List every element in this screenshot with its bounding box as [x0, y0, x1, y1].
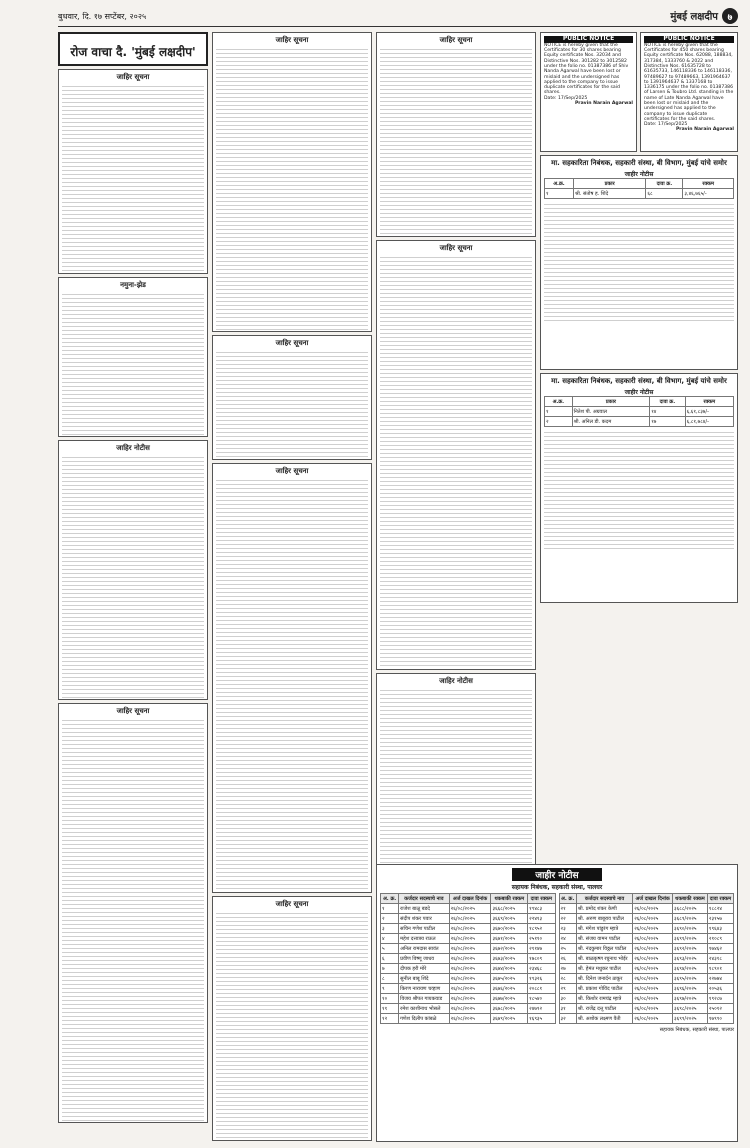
table-header-cell: अ. क्र.: [381, 894, 399, 904]
table-cell: संदीप शंकर पवार: [399, 914, 449, 924]
table-cell: ३६६८/२०२५: [491, 904, 528, 914]
notice-10-title: जाहिर नोटीस: [439, 677, 473, 685]
notice-1-body: [62, 84, 204, 274]
page-number: ७: [722, 8, 738, 24]
table-cell: ३६९६/२०२५: [673, 984, 708, 994]
table-cell: श्री. अशोक लक्ष्मण वैती: [576, 1014, 632, 1024]
table-cell: ८: [381, 974, 399, 984]
table-cell: १९४८३: [528, 904, 555, 914]
table-cell: २६: [559, 954, 576, 964]
table-row: [545, 407, 734, 417]
official-block-1: [540, 155, 738, 370]
table-cell: श्री. बाळकृष्ण रघुनाथ भोईर: [576, 954, 632, 964]
table-cell: २१०८९: [707, 934, 733, 944]
table-cell: २६/०८/२०२५: [633, 974, 673, 984]
table-row: [381, 904, 556, 914]
notice-10: [376, 673, 536, 888]
table-cell: २६/०८/२०२५: [449, 994, 491, 1004]
ob1-cell: श्री. संतोष ह. शिंदे: [573, 189, 645, 199]
table-header-cell: कर्जदार सदस्याचे नाव: [576, 894, 632, 904]
table-cell: ३६९४/२०२५: [673, 964, 708, 974]
notice-6: [212, 463, 372, 893]
table-cell: ३१: [559, 1004, 576, 1014]
official-block-1-title: मा. सहकारिता निबंधक, सहकारी संस्था, बी विभाग, मुंबई यांचे समोर: [551, 159, 727, 167]
table-cell: २६/०८/२०२५: [633, 944, 673, 954]
table-header-cell: अ. क्र.: [559, 894, 576, 904]
ob2-cell: १४: [650, 407, 685, 417]
table-row: [381, 914, 556, 924]
table-row: [545, 189, 734, 199]
notice-10-body: [380, 688, 532, 888]
table-cell: श्री. प्रमोद शंकर केणी: [576, 904, 632, 914]
table-row: [381, 964, 556, 974]
table-cell: २३: [559, 924, 576, 934]
notice-9: [376, 240, 536, 670]
table-cell: २५०१२: [707, 1004, 733, 1014]
table-cell: २४३१८: [707, 954, 733, 964]
table-cell: २६/०८/२०२५: [633, 904, 673, 914]
table-cell: १९२८७: [707, 994, 733, 1004]
table-cell: ३०: [559, 994, 576, 1004]
table-cell: २१: [559, 904, 576, 914]
ob2-cell: १: [545, 407, 573, 417]
table-cell: २९: [559, 984, 576, 994]
table-row: [545, 417, 734, 427]
table-cell: ३६७७/२०२५: [491, 994, 528, 1004]
table-cell: श्री. अरुण बाबूराव पाटील: [576, 914, 632, 924]
ob2-th-3: दावा क्र.: [650, 397, 685, 407]
ob2-th-4: रक्कम: [685, 397, 733, 407]
table-row: [559, 944, 734, 954]
table-cell: २६/०८/२०२५: [633, 924, 673, 934]
table-cell: ३६७३/२०२५: [491, 954, 528, 964]
table-row: [381, 1014, 556, 1024]
table-cell: गणेश दिलीप कांबळे: [399, 1014, 449, 1024]
table-cell: २६/०८/२०२५: [633, 1004, 673, 1014]
table-row: [559, 984, 734, 994]
official-block-1-body: [544, 202, 734, 322]
table-cell: १७४६२: [707, 944, 733, 954]
ob2-cell: श्री. अनिल डी. कदम: [572, 417, 650, 427]
table-cell: किरण नारायण चव्हाण: [399, 984, 449, 994]
notice-4-body: [216, 47, 368, 332]
ob2-th-2: प्रकार: [572, 397, 650, 407]
table-cell: ९: [381, 984, 399, 994]
table-cell: ७: [381, 964, 399, 974]
table-cell: १८८२४: [707, 904, 733, 914]
table-cell: २३४६८: [528, 964, 555, 974]
notice-2-title: जाहिर नोटीस: [116, 444, 150, 452]
official-block-2: [540, 373, 738, 603]
slogan-text: रोज वाचा दै. 'मुंबई लक्षदीप': [70, 45, 196, 59]
notice-5-body: [216, 350, 368, 460]
table-cell: ३६७८/२०२५: [491, 1004, 528, 1014]
table-cell: १०: [381, 994, 399, 1004]
public-notice-right-name: Pravin Narain Agarwal: [675, 127, 734, 133]
table-cell: ४: [381, 934, 399, 944]
table-cell: ३६७९/२०२५: [491, 1014, 528, 1024]
table-cell: २६/०८/२०२५: [449, 904, 491, 914]
table-cell: ३६७२/२०२५: [491, 944, 528, 954]
table-row: [381, 984, 556, 994]
table-cell: ३६७०/२०२५: [491, 924, 528, 934]
official-block-2-body: [544, 430, 734, 550]
big-notice-signature: सहायक निबंधक, सहकारी संस्था, पालघर: [659, 1027, 734, 1033]
table-cell: अनिल रामदास सावंत: [399, 944, 449, 954]
table-cell: दीपक हरी मोरे: [399, 964, 449, 974]
ob2-th-1: अ.क्र.: [545, 397, 573, 407]
table-row: [559, 1014, 734, 1024]
big-notice-office: सहायक निबंधक, सहकारी संस्था, पालघर: [511, 884, 603, 891]
table-cell: २०८८१: [528, 984, 555, 994]
table-cell: १: [381, 904, 399, 914]
table-row: [559, 974, 734, 984]
table-cell: विजय श्रीपत गायकवाड: [399, 994, 449, 1004]
table-cell: रमेश काशीनाथ भोसले: [399, 1004, 449, 1014]
table-row: [381, 924, 556, 934]
table-cell: ३६७१/२०२५: [491, 934, 528, 944]
notice-6-body: [216, 478, 368, 893]
table-cell: १२: [381, 1014, 399, 1024]
page-header: [58, 6, 738, 26]
column-2: [212, 32, 372, 1142]
official-block-2-title: मा. सहकारिता निबंधक, सहकारी संस्था, बी विभाग, मुंबई यांचे समोर: [551, 377, 727, 385]
table-cell: २५११०: [528, 934, 555, 944]
table-cell: प्रवीण विष्णू जाधव: [399, 954, 449, 964]
table-cell: २८: [559, 974, 576, 984]
ob1-th-3: दावा क्र.: [646, 179, 683, 189]
public-notice-left-date: Date: 17/Sep/2025: [544, 95, 588, 101]
public-notice-right-text: NOTICE is hereby given that the Certificates for 450 shares bearing Equity certificate Nos. 62088, 188834, 317384, 1333760 & 2022 and Distinctive Nos. 61635728 to 61635733, 146118336 to 146118336, 97489627 to 97489663, 1391964637 to 1391964637 & 1337168 to 1336175 under the folio no. 01387386 of Larsen & Toubro Ltd. standing in the name of Late Nanda Agarwal have been lost or mislaid and the undersigned has applied to the company to issue duplicate certificates for the said shares.: [644, 42, 734, 122]
big-notice-table-left: [380, 893, 556, 1024]
table-row: [381, 944, 556, 954]
namuna-title: नमुना-झेड: [120, 281, 146, 289]
table-row: [381, 1004, 556, 1014]
table-cell: २६/०८/२०२५: [449, 1004, 491, 1014]
public-notice-left: [540, 32, 637, 152]
table-cell: २३१५७: [707, 914, 733, 924]
big-notice-title: जाहीर नोटीस: [512, 868, 602, 881]
table-cell: ३६७६/२०२५: [491, 984, 528, 994]
table-cell: श्री. मंगेश पांडुरंग म्हात्रे: [576, 924, 632, 934]
table-header-cell: दावा रक्कम: [707, 894, 733, 904]
table-cell: ३६८९/२०२५: [673, 914, 708, 924]
ob1-cell: ६८: [646, 189, 683, 199]
table-cell: २६/०८/२०२५: [633, 994, 673, 1004]
table-cell: १९३२६: [528, 974, 555, 984]
public-notice-right-date: Date: 17/Sep/2025: [644, 122, 688, 128]
notice-5-title: जाहिर सूचना: [275, 339, 309, 347]
notice-7: [212, 896, 372, 1141]
table-cell: श्री. प्रकाश गोविंद पाटील: [576, 984, 632, 994]
table-cell: १९६४३: [707, 924, 733, 934]
table-row: [559, 914, 734, 924]
table-cell: २६/०८/२०२५: [449, 964, 491, 974]
table-row: [559, 924, 734, 934]
ob1-cell: ३,४६,७६५/-: [683, 189, 734, 199]
table-row: [559, 994, 734, 1004]
table-cell: ३: [381, 924, 399, 934]
ob2-cell: ६,६१,८३७/-: [685, 407, 733, 417]
notice-5: [212, 335, 372, 460]
table-cell: २: [381, 914, 399, 924]
table-cell: २६/०८/२०२५: [449, 934, 491, 944]
table-cell: ३६६९/२०२५: [491, 914, 528, 924]
table-cell: २७: [559, 964, 576, 974]
table-header-cell: कर्जदार सदस्याचे नाव: [399, 894, 449, 904]
notice-3: [58, 703, 208, 1123]
table-cell: २२७७४: [707, 974, 733, 984]
table-cell: ५: [381, 944, 399, 954]
table-cell: श्री. दिनेश जनार्दन ठाकूर: [576, 974, 632, 984]
table-row: [559, 1004, 734, 1014]
table-cell: ३२: [559, 1014, 576, 1024]
notice-4: [212, 32, 372, 332]
table-cell: २६/०८/२०२५: [449, 984, 491, 994]
table-cell: श्री. किशोर रामचंद्र म्हात्रे: [576, 994, 632, 1004]
table-cell: श्री. हेमंत मधुकर पाटील: [576, 964, 632, 974]
table-cell: २६/०८/२०२५: [633, 1014, 673, 1024]
table-cell: श्री. संजय वामन पाटील: [576, 934, 632, 944]
table-row: [381, 934, 556, 944]
notice-namuna: [58, 277, 208, 437]
notice-2: [58, 440, 208, 700]
table-cell: ११: [381, 1004, 399, 1014]
table-cell: ३६९०/२०२५: [673, 924, 708, 934]
ob1-th-2: प्रकार: [573, 179, 645, 189]
column-4: [540, 32, 738, 862]
table-header-cell: अर्ज दाखल दिनांक: [449, 894, 491, 904]
paper-name: मुंबई लक्षदीप ७: [670, 8, 738, 24]
table-cell: २६/०८/२०२५: [449, 914, 491, 924]
date-line: बुधवार, दि. १७ सप्टेंबर, २०२५: [58, 11, 147, 21]
table-cell: ६: [381, 954, 399, 964]
table-cell: ३६९८/२०२५: [673, 1004, 708, 1014]
table-cell: २४७९२: [528, 1004, 555, 1014]
table-cell: ३६७५/२०२५: [491, 974, 528, 984]
table-cell: २६/०८/२०२५: [449, 954, 491, 964]
table-cell: ३६९५/२०२५: [673, 974, 708, 984]
table-cell: सचिन गणेश पाटील: [399, 924, 449, 934]
notice-9-body: [380, 255, 532, 670]
ob1-cell: १: [545, 189, 574, 199]
table-row: [381, 974, 556, 984]
table-row: [559, 904, 734, 914]
table-header-cell: थकबाकी रक्कम: [673, 894, 708, 904]
table-row: [381, 954, 556, 964]
table-cell: १८९५२: [528, 924, 555, 934]
table-cell: २५: [559, 944, 576, 954]
table-cell: १६९३५: [528, 1014, 555, 1024]
ob2-cell: १७: [650, 417, 685, 427]
ob1-th-4: रक्कम: [683, 179, 734, 189]
official-block-1-sub: जाहीर नोटीस: [624, 171, 654, 178]
ob2-cell: नितेश पी. अग्रवाल: [572, 407, 650, 417]
table-header-cell: दावा रक्कम: [528, 894, 555, 904]
table-cell: ३६९१/२०२५: [673, 934, 708, 944]
table-row: [559, 964, 734, 974]
big-notice: [376, 864, 738, 1142]
table-cell: २६/०८/२०२५: [633, 934, 673, 944]
official-block-2-table: [544, 396, 734, 427]
table-cell: ३६९७/२०२५: [673, 994, 708, 1004]
official-block-2-sub: जाहीर नोटीस: [624, 389, 654, 396]
table-cell: ३६९९/२०२५: [673, 1014, 708, 1024]
ob1-th-1: अ.क्र.: [545, 179, 574, 189]
table-cell: राजेश बाळू बडदे: [399, 904, 449, 914]
public-notice-right: [640, 32, 738, 152]
table-cell: २११४७: [528, 944, 555, 954]
official-block-1-table: [544, 178, 734, 199]
notice-8-body: [380, 47, 532, 237]
table-cell: २६/०८/२०२५: [633, 954, 673, 964]
table-cell: १८५४०: [528, 994, 555, 1004]
notice-9-title: जाहिर सूचना: [439, 244, 473, 252]
column-1: [58, 32, 208, 1142]
table-cell: २६/०८/२०२५: [633, 984, 673, 994]
notice-8-title: जाहिर सूचना: [439, 36, 473, 44]
table-cell: ३६८८/२०२५: [673, 904, 708, 914]
notice-4-title: जाहिर सूचना: [275, 36, 309, 44]
public-notice-right-title: PUBLIC NOTICE: [644, 36, 734, 43]
notice-8: [376, 32, 536, 237]
table-cell: २६/०८/२०२५: [449, 1014, 491, 1024]
table-cell: २६/०८/२०२५: [449, 924, 491, 934]
table-header-cell: अर्ज दाखल दिनांक: [633, 894, 673, 904]
notice-7-title: जाहिर सूचना: [275, 900, 309, 908]
big-notice-table-right: [559, 893, 735, 1024]
header-rule: [58, 26, 738, 27]
namuna-body: [62, 292, 204, 437]
table-cell: सुनील बाबू शिंदे: [399, 974, 449, 984]
slogan-banner: [58, 32, 208, 66]
table-cell: २६/०८/२०२५: [633, 964, 673, 974]
table-header-cell: थकबाकी रक्कम: [491, 894, 528, 904]
table-cell: २०५३६: [707, 984, 733, 994]
table-row: [559, 954, 734, 964]
table-cell: २४: [559, 934, 576, 944]
table-cell: श्री. नंदकुमार विठ्ठल पाटील: [576, 944, 632, 954]
table-cell: १७८०९: [528, 954, 555, 964]
table-cell: ३६९३/२०२५: [673, 954, 708, 964]
notice-3-body: [62, 718, 204, 1123]
notice-2-body: [62, 455, 204, 700]
table-cell: १७९९०: [707, 1014, 733, 1024]
table-cell: ३६९२/२०२५: [673, 944, 708, 954]
table-cell: १८९०१: [707, 964, 733, 974]
notice-3-title: जाहिर सूचना: [116, 707, 150, 715]
ob2-cell: २: [545, 417, 573, 427]
table-row: [559, 934, 734, 944]
ob2-cell: ६,८१,७८४/-: [685, 417, 733, 427]
table-cell: ३६७४/२०२५: [491, 964, 528, 974]
table-cell: २२४१३: [528, 914, 555, 924]
table-cell: २२: [559, 914, 576, 924]
table-row: [381, 994, 556, 1004]
public-notice-left-text: NOTICE is hereby given that the Certificates for 30 shares bearing Equity certificate Nos. 32034 and Distinctive Nos. 301282 to 3012582 under the folio no. 01387386 of Shiv Nanda Agarwal have been lost or mislaid and the undersigned has applied to the company to issue duplicate certificates for the said shares.: [544, 42, 629, 96]
table-cell: श्री. राजेंद्र दत्तू पाटील: [576, 1004, 632, 1014]
table-cell: २६/०८/२०२५: [449, 944, 491, 954]
notice-1: [58, 69, 208, 274]
table-cell: २६/०८/२०२५: [449, 974, 491, 984]
public-notice-left-title: PUBLIC NOTICE: [544, 36, 633, 43]
notice-7-body: [216, 911, 368, 1141]
notice-6-title: जाहिर सूचना: [275, 467, 309, 475]
table-cell: २६/०८/२०२५: [633, 914, 673, 924]
notice-1-title: जाहिर सूचना: [116, 73, 150, 81]
public-notice-left-name: Pravin Narain Agarwal: [574, 100, 633, 106]
table-cell: महेश दत्तात्रय राऊत: [399, 934, 449, 944]
